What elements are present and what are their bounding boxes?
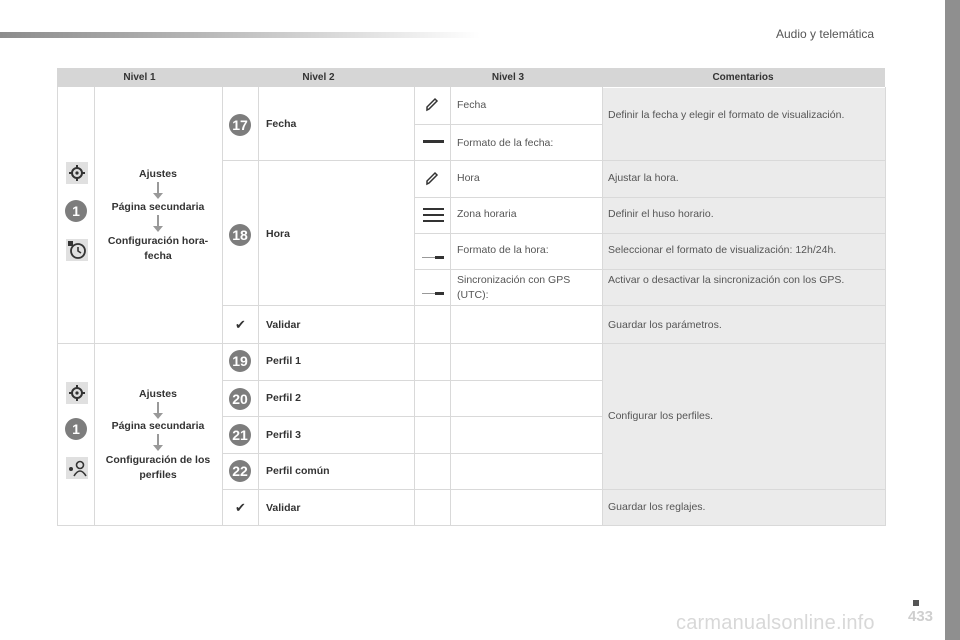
down-arrow-head <box>153 226 163 232</box>
path-step: Ajustes <box>139 388 177 400</box>
check-icon: ✔ <box>235 317 246 332</box>
col-nivel2: Nivel 2 <box>302 72 335 83</box>
level3-label: Hora <box>457 172 480 184</box>
comment: Definir la fecha y elegir el formato de visualización. <box>608 109 845 121</box>
grid-line <box>222 87 223 526</box>
page-number: 433 <box>908 608 934 625</box>
level2-label: Validar <box>266 502 301 514</box>
path-step: Página secundaria <box>111 201 205 213</box>
toggle-icon <box>422 284 444 302</box>
watermark: carmanualsonline.info <box>676 612 875 634</box>
level2-label: Fecha <box>266 118 297 130</box>
menu-icon <box>423 207 444 228</box>
level3-label: Formato de la fecha: <box>457 137 554 149</box>
step-badge: 18 <box>229 224 251 246</box>
grid-line <box>222 489 885 490</box>
toggle-icon <box>422 248 444 266</box>
step-badge: 22 <box>229 460 251 482</box>
profile-icon <box>66 457 88 479</box>
grid-line <box>94 87 95 526</box>
level3-label: Zona horaria <box>457 208 517 220</box>
comment: Guardar los parámetros. <box>608 319 722 331</box>
down-arrow-head <box>153 445 163 451</box>
path-step: Página secundaria <box>111 420 205 432</box>
grid-line <box>57 87 58 526</box>
col-nivel1: Nivel 1 <box>123 72 156 83</box>
level2-label: Perfil 1 <box>266 355 302 367</box>
step-badge: 19 <box>229 350 251 372</box>
step-badge: 21 <box>229 424 251 446</box>
path-step: Configuración hora-fecha <box>107 235 209 262</box>
check-icon: ✔ <box>235 500 246 515</box>
grid-line <box>222 453 602 454</box>
grid-line <box>602 87 603 526</box>
grid-line <box>222 305 885 306</box>
comment: Activar o desactivar la sincronización con los GPS. <box>608 274 845 286</box>
clock-icon <box>66 239 88 261</box>
level2-label: Perfil 2 <box>266 392 302 404</box>
section-title: Audio y telemática <box>776 27 875 41</box>
step-badge: 17 <box>229 114 251 136</box>
grid-line <box>222 160 885 161</box>
pencil-icon <box>424 170 440 191</box>
settings-icon <box>66 162 88 184</box>
grid-line <box>222 416 602 417</box>
down-arrow-head <box>153 413 163 419</box>
comment: Definir el huso horario. <box>608 208 714 220</box>
level3-label: Sincronización con GPS (UTC): <box>457 274 571 301</box>
level2-label: Perfil 3 <box>266 429 302 441</box>
side-tab <box>945 0 960 640</box>
list-icon <box>423 140 444 143</box>
grid-line <box>414 197 885 198</box>
grid-line <box>414 233 885 234</box>
grid-line <box>414 87 415 526</box>
grid-line <box>885 87 886 526</box>
table-header <box>57 68 885 87</box>
level2-label: Validar <box>266 319 301 331</box>
level2-label: Perfil común <box>266 465 330 477</box>
level3-label: Formato de la hora: <box>457 244 549 256</box>
comment-bg <box>602 88 885 160</box>
step-badge: 20 <box>229 388 251 410</box>
comment: Seleccionar el formato de visualización: 12h/24h. <box>608 244 837 256</box>
grid-line <box>57 525 886 526</box>
level3-label: Fecha <box>457 99 487 111</box>
comment: Configurar los perfiles. <box>608 410 714 422</box>
top-decor-bar <box>0 32 480 38</box>
col-comentarios: Comentarios <box>712 72 774 83</box>
settings-icon <box>66 382 88 404</box>
path-step: Ajustes <box>139 168 177 180</box>
grid-line <box>57 343 885 344</box>
down-arrow-head <box>153 193 163 199</box>
grid-line <box>450 87 451 526</box>
path-step: Configuración de los perfiles <box>105 454 211 481</box>
grid-line <box>222 380 602 381</box>
comment: Guardar los reglajes. <box>608 501 706 513</box>
level2-label: Hora <box>266 228 290 240</box>
step-badge: 1 <box>65 200 87 222</box>
comment: Ajustar la hora. <box>608 172 679 184</box>
page-marker <box>913 600 919 606</box>
step-badge: 1 <box>65 418 87 440</box>
col-nivel3: Nivel 3 <box>491 72 525 83</box>
grid-line <box>414 269 885 270</box>
grid-line <box>414 124 602 125</box>
pencil-icon <box>424 96 440 117</box>
grid-line <box>258 87 259 526</box>
